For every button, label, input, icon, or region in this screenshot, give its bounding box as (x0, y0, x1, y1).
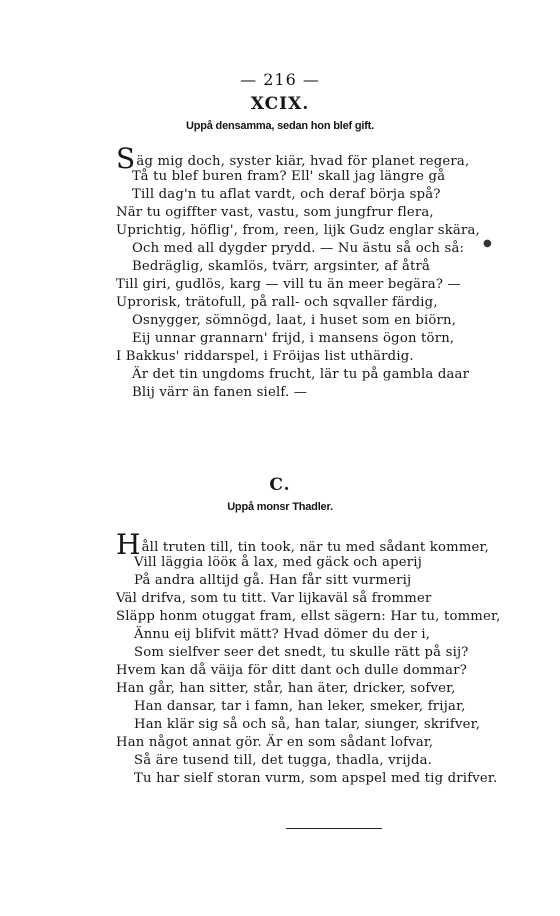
end-rule (286, 828, 382, 829)
poem-line: Uprorisk, trätofull, på rall- och sqvaller färdig, (116, 295, 438, 310)
poem-number: XCIX. (250, 94, 310, 114)
poem-line: Är det tin ungdoms frucht, lär tu på gambla daar (132, 367, 470, 382)
poem-line-first: Säg mig doch, syster kiär, hvad för planet regera, (116, 142, 470, 175)
poem-line: Till giri, gudlös, karg — vill tu än meer begära? — (116, 277, 461, 292)
poem-line: Eij unnar grannarn' frijd, i mansens ögon törn, (132, 331, 455, 346)
poem-subtitle: Uppå densamma, sedan hon blef gift. (186, 120, 374, 132)
poem-line: Han klär sig så och så, han talar, siunger, skrifver, (134, 717, 481, 732)
poem-line: Och med all dygder prydd. — Nu ästu så och så: (132, 241, 465, 256)
poem-line: Han något annat gör. Är en som sådant lofvar, (116, 735, 434, 750)
poem-line: Blij värr än fanen sielf. — (132, 385, 308, 400)
drop-cap: S (116, 142, 136, 175)
poem-line: Som sielfver seer det snedt, tu skulle rätt på sij? (134, 645, 469, 660)
drop-cap: H (116, 528, 141, 561)
poem-line: Väl drifva, som tu titt. Var lijkaväl så frommer (116, 591, 432, 606)
poem-line: På andra alltijd gå. Han får sitt vurmerij (134, 573, 412, 588)
poem-line: Hvem kan då väija för ditt dant och dulle dommar? (116, 663, 468, 678)
poem-line: I Bakkus' riddarspel, i Fröijas list uthärdig. (116, 349, 414, 364)
poem-line: Ännu eij blifvit mätt? Hvad dömer du der i, (134, 627, 431, 642)
poem-line: Så äre tusend till, det tugga, thadla, vrijda. (134, 753, 433, 768)
poem-line: Till dag'n tu aflat vardt, och deraf börja spå? (132, 187, 441, 202)
poem-line: Osnygger, sömnögd, laat, i huset som en biörn, (132, 313, 457, 328)
poem-line: Tå tu blef buren fram? Ell' skall jag längre gå (132, 169, 446, 184)
poem-line-first: Håll truten till, tin took, när tu med sådant kommer, (116, 528, 489, 561)
poem-line: Släpp honm otuggat fram, ellst sägern: Har tu, tommer, (116, 609, 501, 624)
page-number: — 216 — (240, 70, 320, 89)
poem-number: C. (269, 475, 291, 495)
poem-subtitle: Uppå monsr Thadler. (227, 501, 333, 513)
poem-line: Uprichtig, höflig', from, reen, lijk Gudz englar skära, (116, 223, 480, 238)
margin-mark: ● (483, 238, 492, 249)
poem-line: Vill läggia lööк å lax, med gäck och aperij (134, 555, 423, 570)
poem-line: Tu har sielf storan vurm, som apspel med tig drifver. (134, 771, 498, 786)
poem-line: Han dansar, tar i famn, han leker, smeker, frijar, (134, 699, 466, 714)
poem-line: Han går, han sitter, står, han äter, dricker, sofver, (116, 681, 456, 696)
poem-line: Bedräglig, skamlös, tvärr, argsinter, af åtrå (132, 259, 431, 274)
poem-line: När tu ogiffter vast, vastu, som jungfrur flera, (116, 205, 434, 220)
